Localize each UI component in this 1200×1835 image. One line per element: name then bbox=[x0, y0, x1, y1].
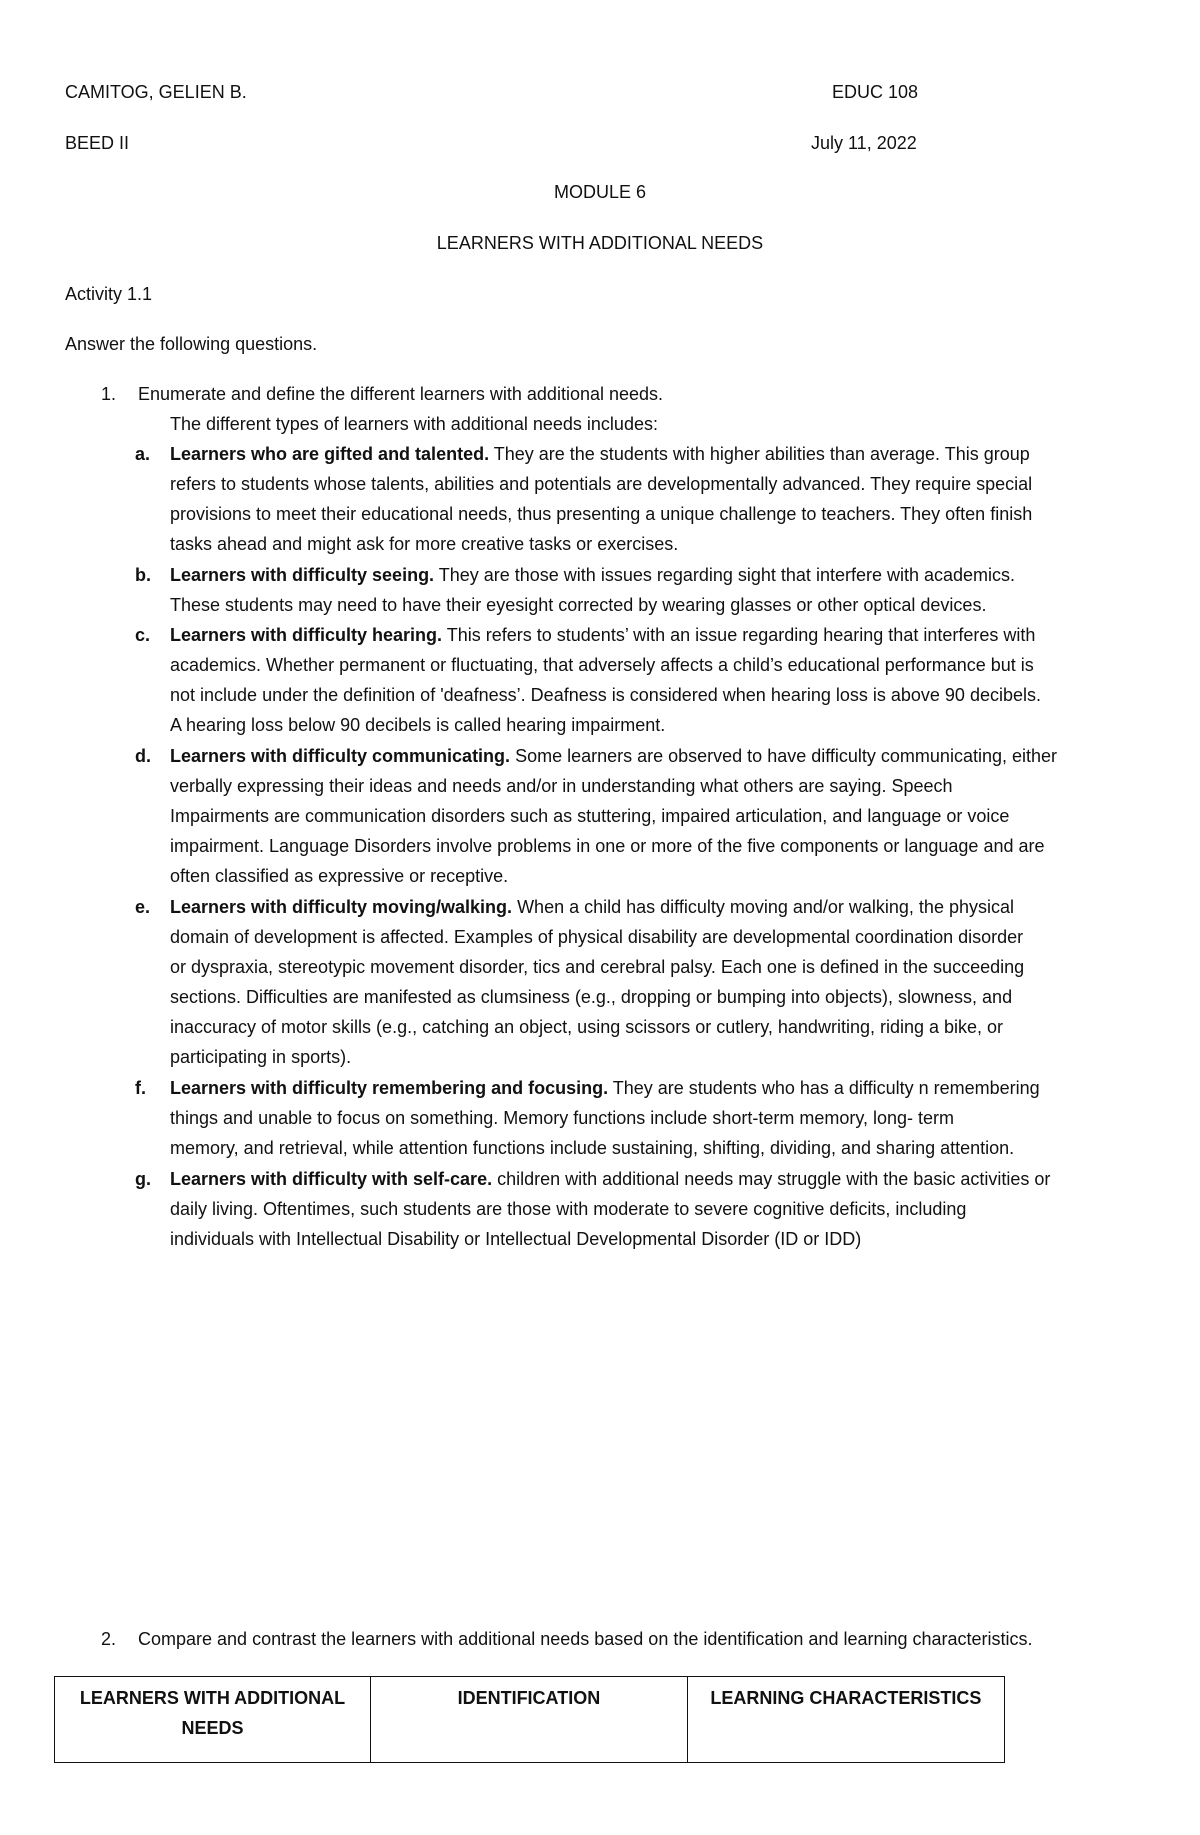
date: July 11, 2022 bbox=[811, 133, 917, 153]
item-line: participating in sports). bbox=[170, 1047, 352, 1067]
course-code: EDUC 108 bbox=[832, 82, 919, 102]
item-text: Some learners are observed to have difficulty communicating, either bbox=[510, 746, 1058, 766]
item-marker: f. bbox=[135, 1078, 146, 1098]
item-text: children with additional needs may struggle with the basic activities or bbox=[492, 1169, 1051, 1189]
module-title: MODULE 6 bbox=[553, 182, 647, 202]
item-line: not include under the definition of 'deafness’. Deafness is considered when hearing loss is above 90 decibels. bbox=[170, 685, 1041, 705]
item-line: academics. Whether permanent or fluctuating, that adversely affects a child’s educational performance but is bbox=[170, 655, 1034, 675]
item-line: often classified as expressive or receptive. bbox=[170, 866, 509, 886]
item-text: They are those with issues regarding sight that interfere with academics. bbox=[434, 565, 1016, 585]
item-marker: a. bbox=[135, 444, 151, 464]
item-first-line bbox=[170, 1169, 1050, 1190]
item-term: Learners with difficulty remembering and focusing. bbox=[170, 1078, 609, 1098]
table-header-characteristics: LEARNING CHARACTERISTICS bbox=[687, 1677, 1004, 1763]
item-line: refers to students whose talents, abilities and potentials are developmentally advanced. They require special bbox=[170, 474, 1033, 494]
item-line: memory, and retrieval, while attention functions include sustaining, shifting, dividing, and sharing attention. bbox=[170, 1138, 1015, 1158]
item-text: They are students who has a difficulty n remembering bbox=[608, 1078, 1040, 1098]
item-text: They are the students with higher abilities than average. This group bbox=[489, 444, 1030, 464]
item-line: inaccuracy of motor skills (e.g., catching an object, using scissors or cutlery, handwriting, riding a bike, or bbox=[170, 1017, 1004, 1037]
item-first-line bbox=[170, 625, 1035, 646]
item-marker: c. bbox=[135, 625, 151, 645]
item-text: This refers to students’ with an issue regarding hearing that interferes with bbox=[442, 625, 1036, 645]
item-term: Learners with difficulty moving/walking. bbox=[170, 897, 513, 917]
item-first-line bbox=[170, 565, 1015, 586]
item-term: Learners with difficulty with self-care. bbox=[170, 1169, 493, 1189]
q2-number: 2. bbox=[101, 1629, 117, 1649]
item-first-line bbox=[170, 444, 1030, 465]
table-header-identification: IDENTIFICATION bbox=[371, 1677, 688, 1763]
item-line: daily living. Oftentimes, such students are those with moderate to severe cognitive deficits, including bbox=[170, 1199, 967, 1219]
item-term: Learners who are gifted and talented. bbox=[170, 444, 490, 464]
q2-text: Compare and contrast the learners with additional needs based on the identification and learning characteristics. bbox=[138, 1629, 1033, 1649]
item-line: domain of development is affected. Examples of physical disability are developmental coordination disorder bbox=[170, 927, 1024, 947]
q1-number: 1. bbox=[101, 384, 117, 404]
item-term: Learners with difficulty hearing. bbox=[170, 625, 443, 645]
item-line: things and unable to focus on something. Memory functions include short-term memory, long- term bbox=[170, 1108, 955, 1128]
item-line: sections. Difficulties are manifested as clumsiness (e.g., dropping or bumping into objects), slowness, and bbox=[170, 987, 1013, 1007]
item-term: Learners with difficulty seeing. bbox=[170, 565, 435, 585]
item-line: or dyspraxia, stereotypic movement disorder, tics and cerebral palsy. Each one is defined in the succeeding bbox=[170, 957, 1025, 977]
item-line: impairment. Language Disorders involve problems in one or more of the five components or language and are bbox=[170, 836, 1045, 856]
item-line: individuals with Intellectual Disability or Intellectual Developmental Disorder (ID or IDD) bbox=[170, 1229, 862, 1249]
item-first-line bbox=[170, 746, 1057, 767]
item-line: verbally expressing their ideas and needs and/or in understanding what others are saying. Speech bbox=[170, 776, 953, 796]
item-marker: g. bbox=[135, 1169, 151, 1189]
table-header-row bbox=[55, 1677, 1005, 1763]
table-header-learners: LEARNERS WITH ADDITIONAL NEEDS bbox=[55, 1677, 371, 1763]
item-text: When a child has difficulty moving and/or walking, the physical bbox=[512, 897, 1014, 917]
item-first-line bbox=[170, 897, 1014, 918]
item-line: Impairments are communication disorders such as stuttering, impaired articulation, and language or voice bbox=[170, 806, 1010, 826]
program: BEED II bbox=[65, 133, 130, 153]
comparison-table bbox=[54, 1676, 1005, 1763]
student-name: CAMITOG, GELIEN B. bbox=[65, 82, 247, 102]
item-line: tasks ahead and might ask for more creative tasks or exercises. bbox=[170, 534, 679, 554]
item-marker: e. bbox=[135, 897, 151, 917]
item-line: provisions to meet their educational needs, thus presenting a unique challenge to teachers. They often finish bbox=[170, 504, 1033, 524]
q1-intro: The different types of learners with additional needs includes: bbox=[170, 414, 658, 434]
item-first-line bbox=[170, 1078, 1040, 1099]
activity-label: Activity 1.1 bbox=[65, 284, 153, 304]
item-line: A hearing loss below 90 decibels is called hearing impairment. bbox=[170, 715, 666, 735]
item-marker: b. bbox=[135, 565, 151, 585]
instruction: Answer the following questions. bbox=[65, 334, 318, 354]
item-marker: d. bbox=[135, 746, 151, 766]
item-line: These students may need to have their eyesight corrected by wearing glasses or other optical devices. bbox=[170, 595, 987, 615]
q1-text: Enumerate and define the different learners with additional needs. bbox=[138, 384, 664, 404]
page-title: LEARNERS WITH ADDITIONAL NEEDS bbox=[436, 233, 764, 253]
item-term: Learners with difficulty communicating. bbox=[170, 746, 511, 766]
